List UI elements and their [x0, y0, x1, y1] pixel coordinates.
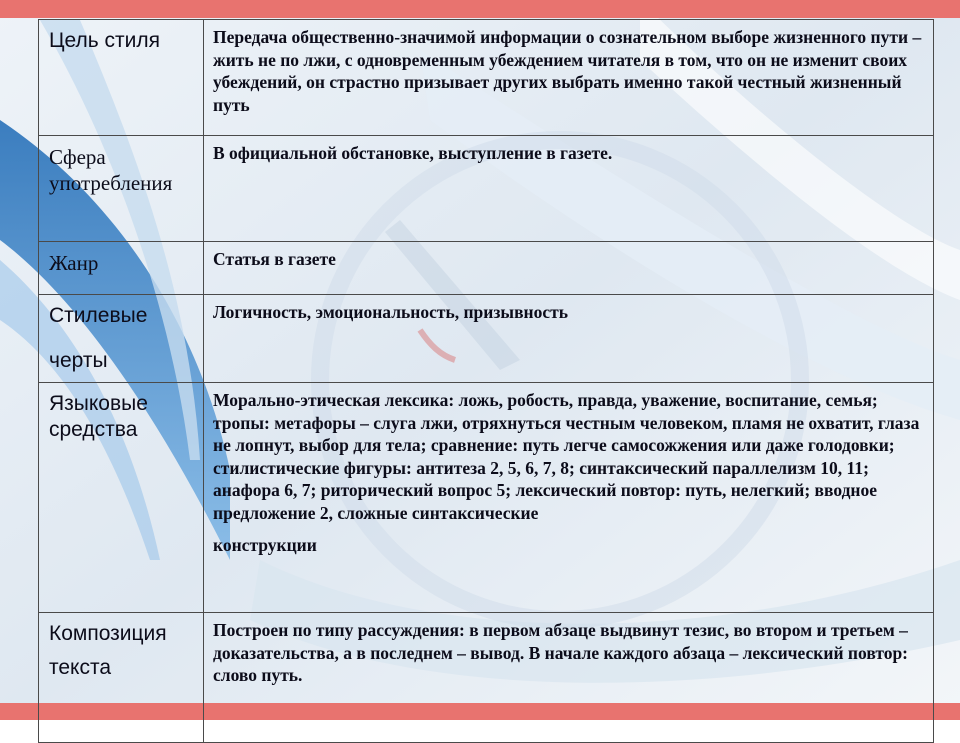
row-label-style-goal: Цель стиля — [39, 20, 204, 136]
top-accent-stripe — [0, 0, 960, 18]
row-value-genre: Статья в газете — [204, 242, 934, 295]
row-label-usage-sphere: Сфера употребления — [39, 136, 204, 242]
row-label-language-means: Языковые средства — [39, 383, 204, 613]
row-label-line: текста — [49, 656, 112, 679]
table-row — [39, 383, 934, 613]
row-value-text-end: конструкции — [213, 535, 317, 555]
row-label-line: Композиция — [49, 622, 167, 645]
row-value-text: Морально-этическая лексика: ложь, робость, правда, уважение, воспитание, семья; тропы: метафоры – слуга лжи, отряхнуться честным человеком, пламя не охватит, глаза не лопнут, выбор для тела; сравнение: путь легче самосожжения или даже голодовки; стилистические фигуры: антитеза 2, 5, 6, 7, 8; синтаксический параллелизм 10, 11; анафора 6, 7; риторический вопрос 5; лексический повтор: путь, нелегкий; вводное предложение 2, сложные синтаксические — [213, 390, 920, 523]
row-label-genre: Жанр — [39, 242, 204, 295]
style-analysis-table — [38, 19, 934, 743]
row-label-line: Стилевые — [49, 304, 148, 327]
row-value-text-composition: Построен по типу рассуждения: в первом абзаце выдвинут тезис, во втором и третьем – доказательства, а в последнем – вывод. В начале каждого абзаца – лексический повтор: слово путь. — [204, 613, 934, 743]
row-value-usage-sphere: В официальной обстановке, выступление в газете. — [204, 136, 934, 242]
row-label-line: черты — [49, 349, 108, 372]
row-value-style-features: Логичность, эмоциональность, призывность — [204, 295, 934, 383]
row-value-language-means — [204, 383, 934, 613]
row-label-style-features — [39, 295, 204, 383]
table-row — [39, 295, 934, 383]
table-row — [39, 613, 934, 743]
table-row — [39, 242, 934, 295]
row-label-text-composition — [39, 613, 204, 743]
row-value-style-goal: Передача общественно-значимой информации о сознательном выборе жизненного пути – жить не по лжи, с одновременным убеждением читателя в том, что он не изменит своих убеждений, он страстно призывает других выбрать именно такой честный жизненный путь — [204, 20, 934, 136]
table-row — [39, 136, 934, 242]
table-row — [39, 20, 934, 136]
